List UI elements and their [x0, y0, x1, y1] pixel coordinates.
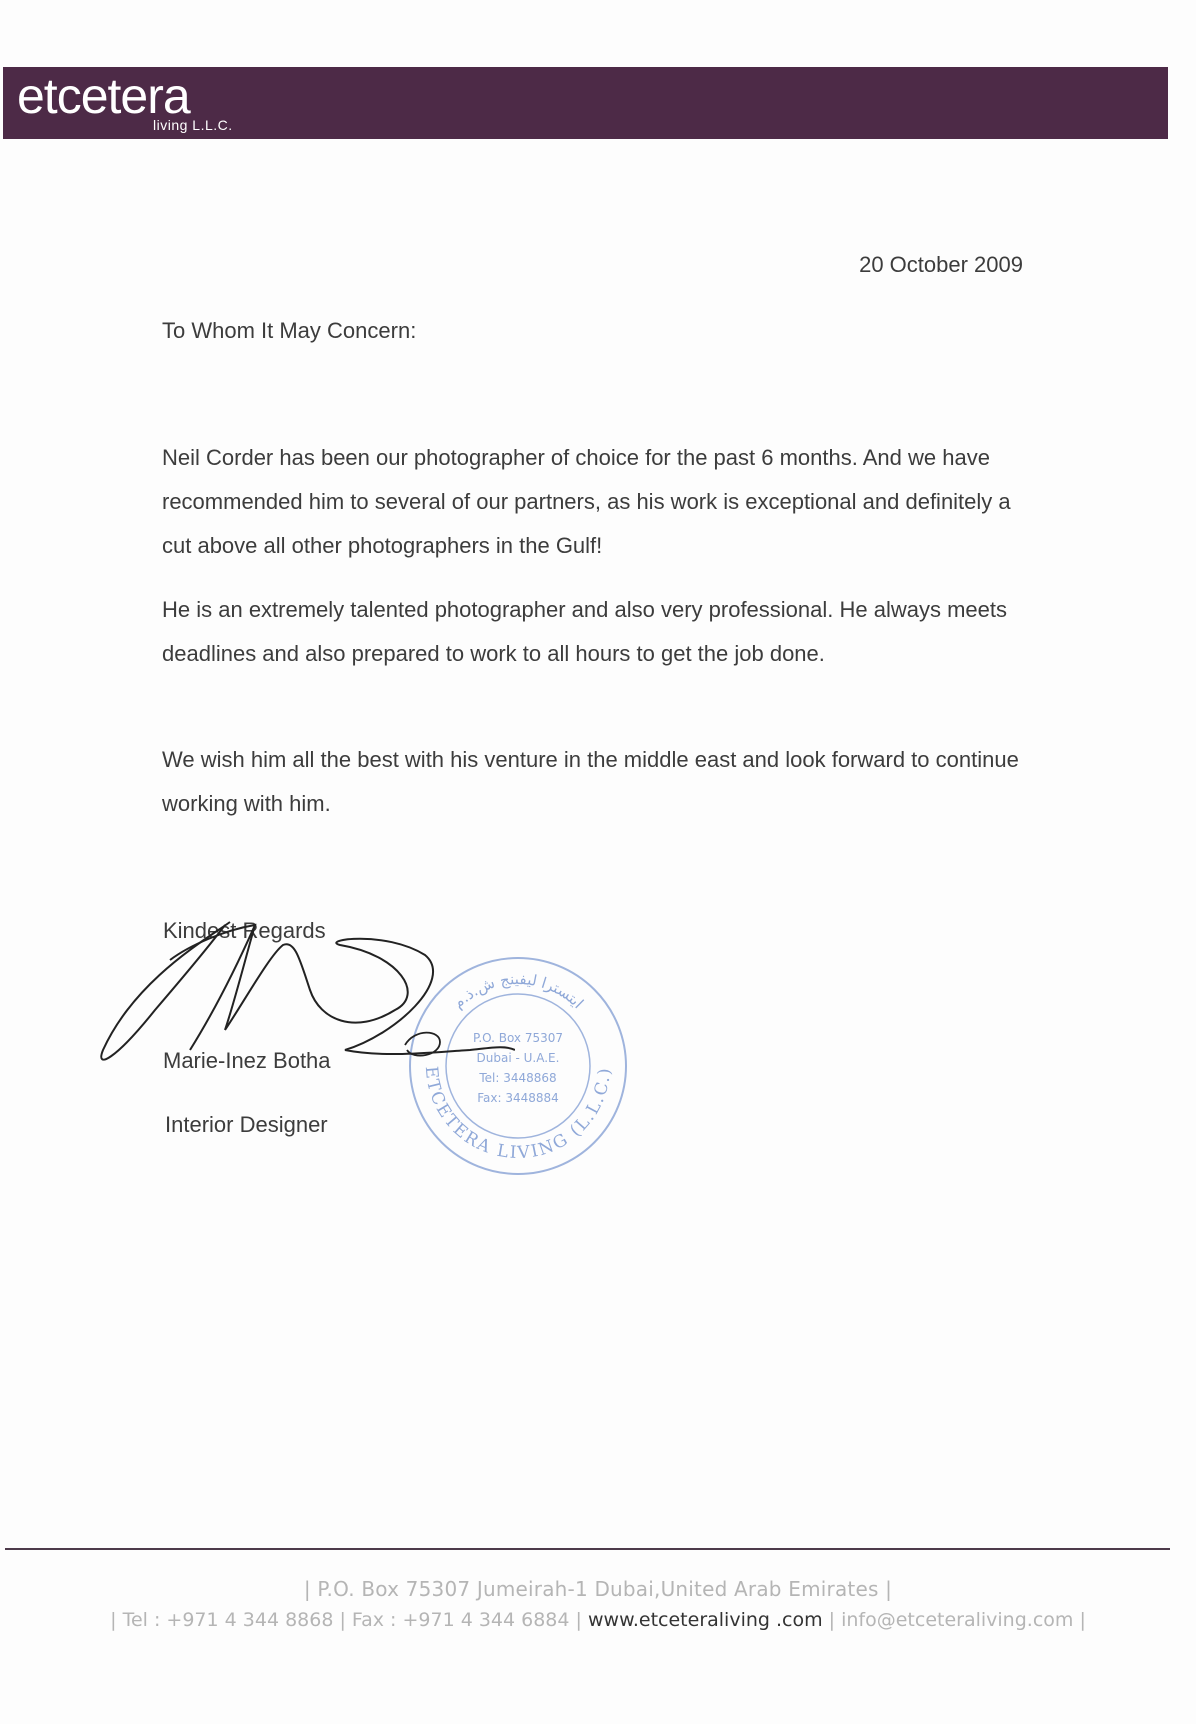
footer-website-link[interactable]: www.etceteraliving .com [587, 1609, 823, 1631]
company-logo-subtitle: living L.L.C. [153, 117, 233, 133]
letterhead-band [3, 67, 1168, 139]
signer-title: Interior Designer [165, 1112, 328, 1137]
footer-fax: Fax : +971 4 344 6884 | [351, 1609, 582, 1631]
footer-email-link[interactable]: | info@etceteraliving.com | [828, 1609, 1086, 1631]
stamp-line-fax: Fax: 3448884 [477, 1091, 559, 1105]
letter-paragraph-3: We wish him all the best with his venture in the middle east and look forward to continue working with him. [162, 747, 1019, 816]
stamp-ring-text-ar: ايتسترا ليفينج ش.ذ.م [449, 969, 588, 1013]
footer-tel: | Tel : +971 4 344 8868 | [110, 1609, 346, 1631]
letter-paragraph-2: He is an extremely talented photographer and also very professional. He always meets deadlines and also prepared to work to all hours to get the job done. [162, 597, 1008, 666]
stamp-line-city: Dubai - U.A.E. [476, 1051, 560, 1065]
letter-date: 20 October 2009 [859, 252, 1023, 277]
footer-contacts [0, 1609, 1196, 1631]
signer-name: Marie-Inez Botha [163, 1048, 331, 1073]
company-logo-name: etcetera [17, 68, 190, 124]
stamp-ring-text-en: ETCETERA LIVING (L.L.C.) [420, 1065, 616, 1164]
letter-paragraph-1: Neil Corder has been our photographer of choice for the past 6 months. And we have recommended him to several of our partners, as his work is exceptional and definitely a cut above all other photographers in the Gulf! [162, 445, 1011, 558]
footer-address: | P.O. Box 75307 Jumeirah-1 Dubai,United Arab Emirates | [303, 1577, 893, 1601]
stamp-line-tel: Tel: 3448868 [479, 1071, 557, 1085]
letter-salutation: To Whom It May Concern: [162, 318, 417, 343]
letter-closing: Kindest Regards [163, 918, 326, 943]
stamp-line-pobox: P.O. Box 75307 [472, 1031, 564, 1045]
footer-divider [5, 1548, 1170, 1550]
